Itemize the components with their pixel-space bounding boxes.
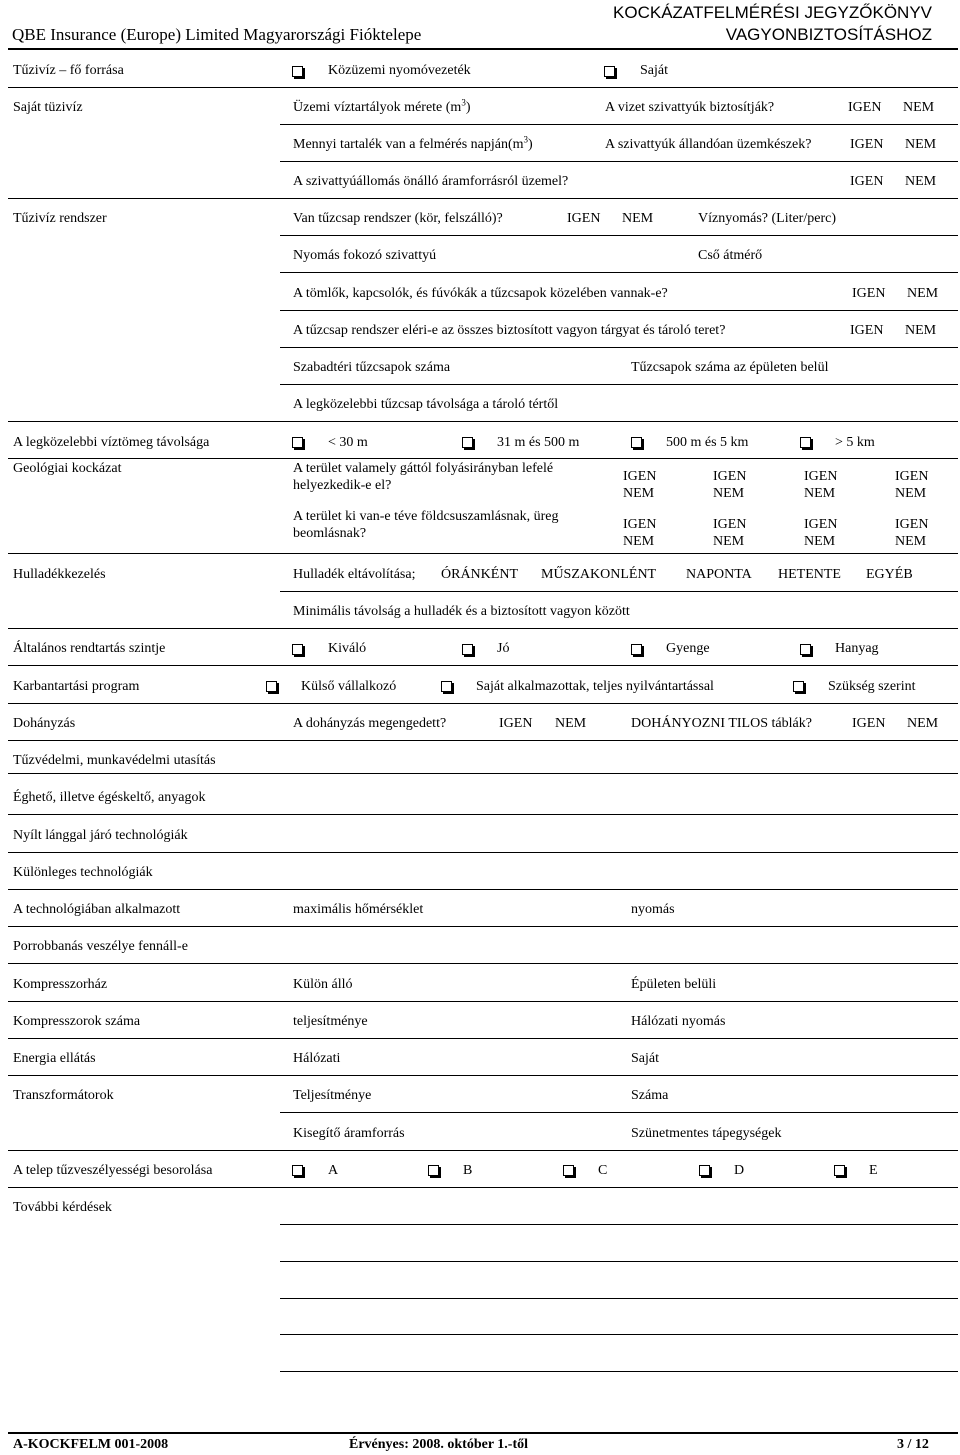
- row-divider: [280, 124, 958, 125]
- label-geological-risk: Geológiai kockázat: [13, 461, 122, 476]
- capacity-label: teljesítménye: [293, 1014, 368, 1029]
- hydrant-system-question: Van tűzcsap rendszer (kör, felszálló)?: [293, 211, 503, 226]
- label-energy-supply: Energia ellátás: [13, 1051, 96, 1066]
- row-divider: [8, 1150, 958, 1151]
- min-waste-distance-label: Minimális távolság a hulladék és a biztosított vagyon között: [293, 604, 630, 619]
- company-name: QBE Insurance (Europe) Limited Magyarországi Fióktelepe: [12, 25, 422, 44]
- water-pressure-label: Víznyomás? (Liter/perc): [698, 211, 836, 226]
- answer-line[interactable]: [280, 1224, 958, 1225]
- checkbox-negligent[interactable]: [800, 644, 811, 655]
- smoking-allowed-question: A dohányzás megengedett?: [293, 716, 447, 731]
- checkbox-public-main[interactable]: [292, 66, 303, 77]
- landslide-question: [293, 508, 559, 542]
- pressure-label: nyomás: [631, 902, 675, 917]
- paren-close: ): [465, 100, 471, 115]
- answer-line[interactable]: [280, 1298, 958, 1299]
- checkbox-class-a[interactable]: [292, 1165, 303, 1176]
- label-smoking: Dohányzás: [13, 716, 76, 731]
- yes-no-pair[interactable]: [804, 516, 837, 550]
- option-class-e: E: [869, 1163, 878, 1178]
- nearest-hydrant-label: A legközelebbi tűzcsap távolsága a tároló tértől: [293, 397, 559, 412]
- answer-line[interactable]: [280, 1261, 958, 1262]
- label-transformers: Transzformátorok: [13, 1088, 114, 1103]
- no-option[interactable]: NEM: [713, 486, 745, 501]
- checkbox-own-staff[interactable]: [441, 681, 452, 692]
- option-as-needed: Szükség szerint: [828, 679, 916, 694]
- yes-option[interactable]: IGEN: [848, 100, 882, 115]
- option-other[interactable]: EGYÉB: [866, 567, 913, 582]
- tank-size-question: [293, 97, 471, 116]
- row-divider: [8, 773, 958, 774]
- document-title: [613, 2, 932, 46]
- option-500m-5km: 500 m és 5 km: [666, 435, 749, 450]
- option-own-staff: Saját alkalmazottak, teljes nyilvántartással: [476, 679, 714, 694]
- no-smoking-signs-question: DOHÁNYOZNI TILOS táblák?: [631, 716, 812, 731]
- landslide-question-line2: beomlásnak?: [293, 526, 367, 541]
- paren-close: ): [528, 137, 533, 152]
- tank-size-text: Üzemi víztartályok mérete (m: [293, 100, 462, 115]
- row-divider: [8, 889, 958, 890]
- option-hourly[interactable]: ÓRÁNKÉNT: [441, 567, 518, 582]
- row-divider: [8, 665, 958, 666]
- checkbox-class-e[interactable]: [834, 1165, 845, 1176]
- booster-pump-label: Nyomás fokozó szivattyú: [293, 248, 437, 263]
- document-code: A-KOCKFELM 001-2008: [13, 1437, 169, 1452]
- yes-option[interactable]: IGEN: [895, 517, 929, 532]
- label-further-questions: További kérdések: [13, 1200, 112, 1215]
- row-divider: [280, 272, 958, 273]
- reserve-text: Mennyi tartalék van a felmérés napján(m: [293, 137, 524, 152]
- option-per-shift[interactable]: MŰSZAKONLÉNT: [541, 567, 657, 582]
- label-fire-water-system: Tűzivíz rendszer: [13, 211, 107, 226]
- yes-no-pair[interactable]: [713, 516, 746, 550]
- row-divider: [280, 310, 958, 311]
- label-flammable-materials: Éghető, illetve égéskeltő, anyagok: [13, 790, 206, 805]
- standalone-label: Külön álló: [293, 977, 353, 992]
- checkbox-lt-30m[interactable]: [292, 437, 303, 448]
- row-divider: [8, 740, 958, 741]
- row-divider: [8, 814, 958, 815]
- label-maintenance-program: Karbantartási program: [13, 679, 140, 694]
- row-divider: [8, 1187, 958, 1188]
- title-line-1: KOCKÁZATFELMÉRÉSI JEGYZŐKÖNYV: [613, 3, 932, 22]
- landslide-question-line1: A terület ki van-e téve földcsuszamlásnak, üreg: [293, 509, 559, 524]
- yes-option[interactable]: IGEN: [850, 323, 884, 338]
- row-divider: [8, 703, 958, 704]
- checkbox-31-500m[interactable]: [462, 437, 473, 448]
- row-divider: [8, 628, 958, 629]
- outdoor-hydrants-label: Szabadtéri tűzcsapok száma: [293, 360, 451, 375]
- ups-label: Szünetmentes tápegységek: [631, 1126, 782, 1141]
- yes-option[interactable]: IGEN: [852, 286, 886, 301]
- row-divider: [280, 1112, 958, 1113]
- row-divider: [280, 161, 958, 162]
- page-number: 3 / 12: [897, 1437, 929, 1452]
- option-class-c: C: [598, 1163, 608, 1178]
- no-option[interactable]: NEM: [905, 137, 937, 152]
- row-divider: [280, 235, 958, 236]
- option-public-main: Közüzemi nyomóvezeték: [328, 63, 471, 78]
- option-class-d: D: [734, 1163, 745, 1178]
- title-line-2: VAGYONBIZTOSÍTÁSHOZ: [725, 25, 932, 44]
- option-gt-5km: > 5 km: [835, 435, 875, 450]
- reserve-question: [293, 134, 533, 153]
- no-option[interactable]: NEM: [903, 100, 935, 115]
- option-lt-30m: < 30 m: [328, 435, 368, 450]
- yes-option[interactable]: IGEN: [713, 469, 747, 484]
- yes-option[interactable]: IGEN: [623, 469, 657, 484]
- no-option[interactable]: NEM: [907, 716, 939, 731]
- waste-removal-label: Hulladék eltávolítása;: [293, 567, 416, 582]
- dam-question: [293, 460, 553, 494]
- yes-option[interactable]: IGEN: [567, 211, 601, 226]
- row-divider: [8, 553, 958, 554]
- option-good: Jó: [497, 641, 510, 656]
- backup-power-label: Kisegítő áramforrás: [293, 1126, 405, 1141]
- superscript: 3: [461, 97, 466, 108]
- max-temperature-label: maximális hőmérséklet: [293, 902, 424, 917]
- row-divider: [8, 926, 958, 927]
- row-divider: [280, 591, 958, 592]
- label-compressor-count: Kompresszorok száma: [13, 1014, 141, 1029]
- checkbox-poor[interactable]: [631, 644, 642, 655]
- option-own-source: Saját: [640, 63, 668, 78]
- option-poor: Gyenge: [666, 641, 710, 656]
- option-negligent: Hanyag: [835, 641, 879, 656]
- dam-question-line1: A terület valamely gáttól folyásirányban lefelé: [293, 461, 554, 476]
- yes-option[interactable]: IGEN: [804, 469, 838, 484]
- validity-date: Érvényes: 2008. október 1.-től: [349, 1437, 528, 1452]
- yes-option[interactable]: IGEN: [499, 716, 533, 731]
- no-option[interactable]: NEM: [623, 534, 655, 549]
- no-option[interactable]: NEM: [905, 174, 937, 189]
- dam-question-line2: helyezkedik-e el?: [293, 478, 392, 493]
- yes-no-pair[interactable]: [895, 516, 928, 550]
- network-pressure-label: Hálózati nyomás: [631, 1014, 726, 1029]
- yes-no-pair[interactable]: [623, 468, 656, 502]
- no-option[interactable]: NEM: [804, 534, 836, 549]
- row-divider: [8, 1038, 958, 1039]
- power-label: Teljesítménye: [293, 1088, 372, 1103]
- count-label: Száma: [631, 1088, 669, 1103]
- header-rule: [8, 48, 958, 50]
- yes-no-pair[interactable]: [713, 468, 746, 502]
- yes-option[interactable]: IGEN: [895, 469, 929, 484]
- option-class-b: B: [463, 1163, 473, 1178]
- answer-line[interactable]: [280, 1334, 958, 1335]
- answer-line[interactable]: [280, 1371, 958, 1372]
- no-option[interactable]: NEM: [713, 534, 745, 549]
- no-option[interactable]: NEM: [623, 486, 655, 501]
- yes-option[interactable]: IGEN: [850, 137, 884, 152]
- pumps-ready-question: A szivattyúk állandóan üzemkészek?: [605, 137, 812, 152]
- option-weekly[interactable]: HETENTE: [778, 567, 841, 582]
- grid-label: Hálózati: [293, 1051, 341, 1066]
- no-option[interactable]: NEM: [907, 286, 939, 301]
- row-divider: [8, 963, 958, 964]
- checkbox-as-needed[interactable]: [793, 681, 804, 692]
- label-compressor-house: Kompresszorház: [13, 977, 108, 992]
- pumps-question: A vizet szivattyúk biztosítják?: [605, 100, 775, 115]
- yes-no-pair[interactable]: [895, 468, 928, 502]
- row-divider: [280, 384, 958, 385]
- yes-option[interactable]: IGEN: [852, 716, 886, 731]
- row-divider: [8, 458, 958, 459]
- inside-building-label: Épületen belüli: [631, 977, 717, 992]
- label-waste-management: Hulladékkezelés: [13, 567, 106, 582]
- option-class-a: A: [328, 1163, 339, 1178]
- row-divider: [8, 87, 958, 88]
- no-option[interactable]: NEM: [905, 323, 937, 338]
- label-dust-explosion: Porrobbanás veszélye fennáll-e: [13, 939, 188, 954]
- pump-station-power-question: A szivattyúállomás önálló áramforrásról üzemel?: [293, 174, 569, 189]
- label-tech-applied: A technológiában alkalmazott: [13, 902, 181, 917]
- row-divider: [8, 1001, 958, 1002]
- no-option[interactable]: NEM: [895, 534, 927, 549]
- checkbox-class-b[interactable]: [428, 1165, 439, 1176]
- label-water-main-source: Tűzivíz – fő forrása: [13, 63, 124, 78]
- row-divider: [8, 852, 958, 853]
- footer-rule: [8, 1432, 958, 1434]
- label-housekeeping: Általános rendtartás szintje: [13, 641, 166, 656]
- checkbox-500m-5km[interactable]: [631, 437, 642, 448]
- superscript: 3: [523, 134, 529, 145]
- hoses-question: A tömlők, kapcsolók, és fúvókák a tűzcsapok közelében vannak-e?: [293, 286, 668, 301]
- pipe-diameter-label: Cső átmérő: [698, 248, 763, 263]
- no-option[interactable]: NEM: [555, 716, 587, 731]
- option-excellent: Kiváló: [328, 641, 367, 656]
- checkbox-own-source[interactable]: [604, 66, 615, 77]
- no-option[interactable]: NEM: [895, 486, 927, 501]
- label-own-fire-water: Saját tüzivíz: [13, 100, 83, 115]
- checkbox-class-c[interactable]: [563, 1165, 574, 1176]
- checkbox-contractor[interactable]: [266, 681, 277, 692]
- label-fire-risk-class: A telep tűzveszélyességi besorolása: [13, 1163, 213, 1178]
- checkbox-gt-5km[interactable]: [800, 437, 811, 448]
- yes-no-pair[interactable]: [623, 516, 656, 550]
- option-31-500m: 31 m és 500 m: [497, 435, 580, 450]
- yes-option[interactable]: IGEN: [804, 517, 838, 532]
- yes-option[interactable]: IGEN: [850, 174, 884, 189]
- yes-option[interactable]: IGEN: [623, 517, 657, 532]
- row-divider: [280, 347, 958, 348]
- own-label: Saját: [631, 1051, 659, 1066]
- no-option[interactable]: NEM: [804, 486, 836, 501]
- hydrant-coverage-question: A tűzcsap rendszer eléri-e az összes biztosított vagyon tárgyat és tároló teret?: [293, 323, 726, 338]
- checkbox-good[interactable]: [462, 644, 473, 655]
- option-contractor: Külső vállalkozó: [301, 679, 397, 694]
- checkbox-excellent[interactable]: [292, 644, 303, 655]
- checkbox-class-d[interactable]: [699, 1165, 710, 1176]
- no-option[interactable]: NEM: [622, 211, 654, 226]
- row-divider: [8, 1075, 958, 1076]
- row-divider: [8, 198, 958, 199]
- label-water-body-distance: A legközelebbi víztömeg távolsága: [13, 435, 210, 450]
- option-daily[interactable]: NAPONTA: [686, 567, 752, 582]
- label-special-tech: Különleges technológiák: [13, 865, 153, 880]
- row-divider: [8, 421, 958, 422]
- yes-option[interactable]: IGEN: [713, 517, 747, 532]
- indoor-hydrants-label: Tűzcsapok száma az épületen belül: [631, 360, 829, 375]
- yes-no-pair[interactable]: [804, 468, 837, 502]
- label-fire-safety-instructions: Tűzvédelmi, munkavédelmi utasítás: [13, 753, 216, 768]
- label-open-flame-tech: Nyílt lánggal járó technológiák: [13, 828, 188, 843]
